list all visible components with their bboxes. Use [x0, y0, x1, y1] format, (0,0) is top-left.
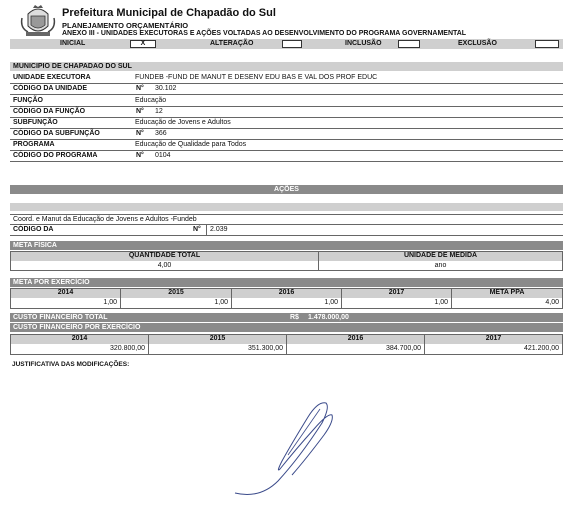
- inicial-checkbox[interactable]: [130, 40, 156, 48]
- municipio-bar: [10, 62, 563, 71]
- programa-value: Educação de Qualidade para Todos: [135, 141, 247, 148]
- field-unidade-executora: [10, 73, 563, 84]
- subfuncao-label: SUBFUNÇÃO: [13, 119, 58, 126]
- custo-exercicio-table: [10, 334, 563, 355]
- custo-header: 2014: [11, 335, 148, 344]
- justificativa-label: JUSTIFICATIVA DAS MODIFICAÇÕES:: [12, 361, 130, 368]
- inicial-label: INICIAL: [60, 40, 86, 47]
- meta-exercicio-value: 1,00: [103, 299, 117, 306]
- coat-of-arms-logo: [20, 4, 56, 38]
- inclusao-label: INCLUSÃO: [345, 40, 382, 47]
- meta-exercicio-header: 2014: [11, 289, 120, 298]
- custo-exercicio-title: CUSTO FINANCEIRO POR EXERCÍCIO: [13, 324, 141, 331]
- custo-value: 384.700,00: [385, 345, 421, 352]
- num-prefix: N°: [136, 108, 144, 115]
- unidade-executora-label: UNIDADE EXECUTORA: [13, 74, 91, 81]
- unidade-medida-cell: [319, 252, 562, 270]
- custo-total-bar: [10, 313, 563, 322]
- meta-exercicio-header: 2015: [121, 289, 231, 298]
- page-subtitle: PLANEJAMENTO ORÇAMENTÁRIO: [62, 21, 189, 30]
- codigo-funcao-label: CÓDIGO DA FUNÇÃO: [13, 108, 86, 115]
- custo-total-value: 1.478.000,00: [308, 314, 349, 321]
- codigo-funcao-value: 12: [155, 108, 163, 115]
- municipio-label: MUNICIPIO DE CHAPADAO DO SUL: [13, 63, 132, 70]
- funcao-value: Educação: [135, 97, 167, 104]
- custo-header: 2015: [149, 335, 286, 344]
- inclusao-checkbox[interactable]: [398, 40, 420, 48]
- acoes-spacer-bar: [10, 203, 563, 211]
- acoes-bar: [10, 185, 563, 194]
- codigo-programa-label: CÓDIGO DO PROGRAMA: [13, 152, 98, 159]
- custo-col-2016: [287, 335, 425, 354]
- meta-exercicio-header: META PPA: [452, 289, 562, 298]
- custo-total-label: CUSTO FINANCEIRO TOTAL: [13, 314, 108, 321]
- acao-description: Coord. e Manut da Educação de Jovens e Adultos -Fundeb: [13, 216, 197, 223]
- num-prefix: N°: [136, 85, 144, 92]
- meta-exercicio-value: 1,00: [214, 299, 228, 306]
- status-row: [10, 39, 563, 49]
- programa-label: PROGRAMA: [13, 141, 55, 148]
- num-prefix: N°: [193, 226, 201, 233]
- annex-title: ANEXO III - UNIDADES EXECUTORAS E AÇÕES VOLTADAS AO DESENVOLVIMENTO DO PROGRAMA GOVERNAMENTAL: [62, 30, 467, 37]
- subfuncao-value: Educação de Jovens e Adultos: [135, 119, 231, 126]
- meta-exercicio-col-ppa: [452, 289, 562, 308]
- custo-total-currency: R$: [290, 314, 299, 321]
- custo-value: 421.200,00: [523, 345, 559, 352]
- custo-col-2017: [425, 335, 562, 354]
- acoes-label: AÇÕES: [274, 186, 299, 193]
- field-programa: [10, 140, 563, 151]
- meta-exercicio-header: 2016: [232, 289, 341, 298]
- exclusao-checkbox[interactable]: [535, 40, 559, 48]
- meta-fisica-table: [10, 251, 563, 271]
- meta-exercicio-col-2017: [342, 289, 452, 308]
- alteracao-label: ALTERAÇÃO: [210, 40, 254, 47]
- meta-exercicio-title: META POR EXERCÍCIO: [13, 279, 90, 286]
- codigo-unidade-value: 30.102: [155, 85, 177, 92]
- meta-exercicio-col-2015: [121, 289, 232, 308]
- acao-codigo-value: 2.039: [210, 226, 228, 233]
- acao-codigo-label: CÓDIGO DA: [13, 226, 54, 233]
- codigo-unidade-label: CÓDIGO DA UNIDADE: [13, 85, 88, 92]
- unidade-medida-header: UNIDADE DE MEDIDA: [319, 252, 562, 261]
- inicial-mark: X: [140, 40, 146, 47]
- unidade-executora-value: FUNDEB -FUND DE MANUT E DESENV EDU BAS E VAL DOS PROF EDUC: [135, 74, 378, 81]
- custo-header: 2016: [287, 335, 424, 344]
- custo-exercicio-bar: [10, 323, 563, 332]
- meta-exercicio-table: [10, 288, 563, 309]
- meta-exercicio-value: 1,00: [434, 299, 448, 306]
- field-codigo-funcao: [10, 107, 563, 118]
- num-prefix: N°: [136, 152, 144, 159]
- qtd-total-value: 4,00: [157, 262, 172, 269]
- meta-exercicio-col-2016: [232, 289, 342, 308]
- alteracao-checkbox[interactable]: [282, 40, 302, 48]
- qtd-total-header: QUANTIDADE TOTAL: [11, 252, 318, 261]
- qtd-total-cell: [11, 252, 319, 270]
- custo-value: 351.300,00: [247, 345, 283, 352]
- meta-exercicio-bar: [10, 278, 563, 287]
- meta-exercicio-value: 4,00: [545, 299, 559, 306]
- codigo-subfuncao-label: CÓDIGO DA SUBFUNÇÃO: [13, 130, 100, 137]
- field-funcao: [10, 96, 563, 107]
- custo-col-2014: [11, 335, 149, 354]
- funcao-label: FUNÇÃO: [13, 97, 43, 104]
- field-codigo-subfuncao: [10, 129, 563, 140]
- exclusao-label: EXCLUSÃO: [458, 40, 497, 47]
- codigo-subfuncao-value: 366: [155, 130, 167, 137]
- handwritten-signature: [230, 395, 350, 505]
- meta-fisica-bar: [10, 241, 563, 250]
- acao-codigo-row: [10, 225, 563, 236]
- custo-value: 320.800,00: [109, 345, 145, 352]
- custo-col-2015: [149, 335, 287, 354]
- field-subfuncao: [10, 118, 563, 129]
- page-title: Prefeitura Municipal de Chapadão do Sul: [62, 7, 276, 19]
- meta-exercicio-value: 1,00: [324, 299, 338, 306]
- meta-fisica-title: META FÍSICA: [13, 242, 57, 249]
- field-codigo-unidade: [10, 84, 563, 95]
- custo-header: 2017: [425, 335, 562, 344]
- codigo-programa-value: 0104: [155, 152, 171, 159]
- field-codigo-programa: [10, 151, 563, 162]
- meta-exercicio-col-2014: [11, 289, 121, 308]
- unidade-medida-value: ano: [434, 262, 447, 269]
- acao-description-row: [10, 214, 563, 225]
- num-prefix: N°: [136, 130, 144, 137]
- meta-exercicio-header: 2017: [342, 289, 451, 298]
